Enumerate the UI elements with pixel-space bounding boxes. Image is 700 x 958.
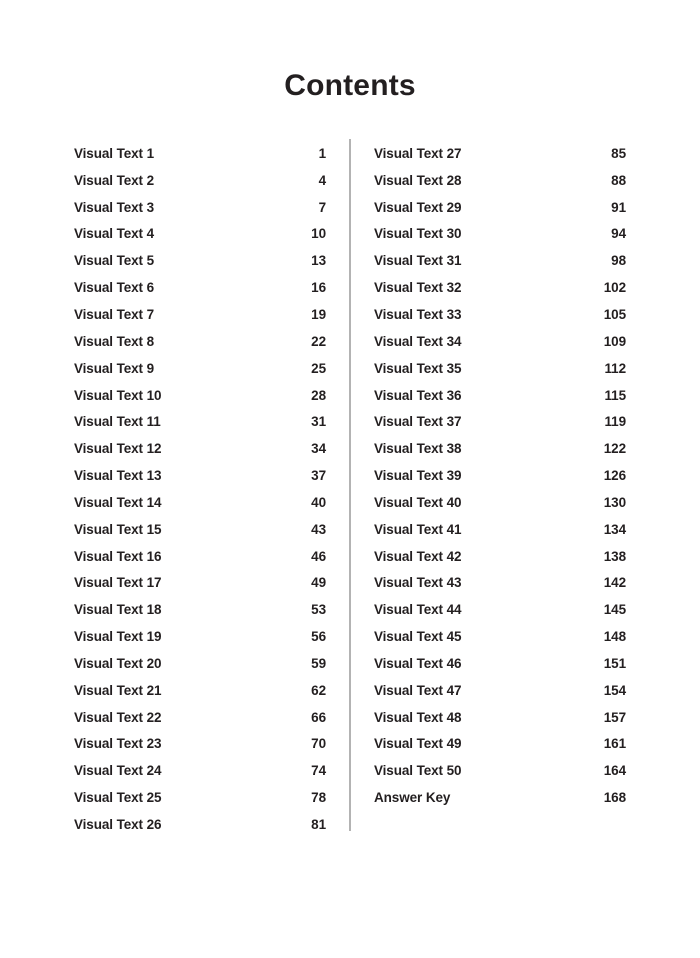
toc-entry-title: Visual Text 39 bbox=[374, 468, 462, 484]
toc-entry-title: Visual Text 44 bbox=[374, 602, 462, 618]
toc-entry-page-number: 102 bbox=[603, 280, 626, 296]
toc-entry-title: Visual Text 2 bbox=[74, 172, 154, 188]
toc-entry-page-number: 151 bbox=[603, 655, 626, 671]
toc-entry-page-number: 25 bbox=[311, 360, 326, 376]
toc-entry-title: Visual Text 42 bbox=[374, 548, 462, 564]
toc-entry-title: Visual Text 19 bbox=[74, 629, 162, 645]
toc-entry-page-number: 161 bbox=[603, 736, 626, 752]
toc-entry[interactable] bbox=[74, 784, 326, 811]
toc-entry-title: Visual Text 23 bbox=[74, 736, 162, 752]
toc-entry-title: Visual Text 21 bbox=[74, 682, 162, 698]
toc-entry-title: Visual Text 1 bbox=[74, 145, 154, 161]
toc-entry-page-number: 53 bbox=[311, 602, 326, 618]
toc-entry[interactable] bbox=[74, 570, 326, 597]
toc-entry-title: Answer Key bbox=[374, 790, 451, 806]
toc-entry-page-number: 34 bbox=[311, 441, 326, 457]
toc-entry[interactable] bbox=[74, 462, 326, 489]
toc-entry-page-number: 1 bbox=[318, 145, 326, 161]
toc-entry-page-number: 88 bbox=[611, 172, 626, 188]
toc-entry-page-number: 19 bbox=[311, 306, 326, 322]
toc-entry-title: Visual Text 32 bbox=[374, 280, 462, 296]
toc-entry[interactable] bbox=[374, 731, 626, 758]
toc-entry[interactable] bbox=[374, 462, 626, 489]
toc-entry[interactable] bbox=[74, 328, 326, 355]
toc-entry-page-number: 62 bbox=[311, 682, 326, 698]
toc-entry-page-number: 112 bbox=[604, 360, 626, 376]
toc-entry[interactable] bbox=[374, 221, 626, 248]
toc-entry-title: Visual Text 41 bbox=[374, 521, 462, 537]
toc-entry-page-number: 70 bbox=[311, 736, 326, 752]
toc-entry[interactable] bbox=[374, 543, 626, 570]
toc-entry-page-number: 49 bbox=[311, 575, 326, 591]
toc-entry-page-number: 31 bbox=[311, 414, 326, 430]
page-title: Contents bbox=[284, 69, 416, 102]
toc-entry-title: Visual Text 35 bbox=[374, 360, 462, 376]
toc-entry-page-number: 126 bbox=[603, 468, 626, 484]
toc-entry-page-number: 122 bbox=[603, 441, 626, 457]
toc-entry[interactable] bbox=[74, 516, 326, 543]
toc-entry[interactable] bbox=[374, 382, 626, 409]
toc-entry[interactable] bbox=[74, 650, 326, 677]
toc-entry[interactable] bbox=[374, 355, 626, 382]
toc-entry-page-number: 10 bbox=[311, 226, 326, 242]
toc-entry-page-number: 94 bbox=[611, 226, 626, 242]
toc-entry[interactable] bbox=[74, 623, 326, 650]
toc-entry-title: Visual Text 16 bbox=[74, 548, 162, 564]
toc-entry-page-number: 145 bbox=[603, 602, 626, 618]
toc-entry[interactable] bbox=[74, 194, 326, 221]
toc-entry-title: Visual Text 13 bbox=[74, 468, 162, 484]
toc-entry-title: Visual Text 37 bbox=[374, 414, 462, 430]
toc-entry-page-number: 115 bbox=[604, 387, 626, 403]
toc-entry[interactable] bbox=[74, 543, 326, 570]
toc-entry[interactable] bbox=[74, 489, 326, 516]
toc-entry-page-number: 78 bbox=[311, 790, 326, 806]
toc-entry[interactable] bbox=[374, 516, 626, 543]
toc-entry-title: Visual Text 25 bbox=[74, 790, 162, 806]
toc-entry-page-number: 4 bbox=[318, 172, 326, 188]
toc-entry-title: Visual Text 3 bbox=[74, 199, 154, 215]
toc-entry-page-number: 154 bbox=[603, 682, 626, 698]
toc-entry-page-number: 164 bbox=[603, 763, 626, 779]
toc-entry-page-number: 13 bbox=[311, 253, 326, 269]
toc-entry-title: Visual Text 50 bbox=[374, 763, 462, 779]
toc-entry[interactable] bbox=[374, 274, 626, 301]
toc-entry-page-number: 81 bbox=[311, 817, 326, 833]
toc-entry-page-number: 59 bbox=[311, 655, 326, 671]
toc-entry-page-number: 56 bbox=[311, 629, 326, 645]
toc-entry-title: Visual Text 20 bbox=[74, 655, 162, 671]
toc-entry-title: Visual Text 36 bbox=[374, 387, 462, 403]
toc-entry-title: Visual Text 7 bbox=[74, 306, 154, 322]
toc-entry[interactable] bbox=[74, 408, 326, 435]
toc-entry[interactable] bbox=[374, 140, 626, 167]
toc-left-column bbox=[74, 140, 326, 838]
toc-entry[interactable] bbox=[74, 140, 326, 167]
toc-entry-title: Visual Text 49 bbox=[374, 736, 462, 752]
toc-entry-title: Visual Text 28 bbox=[374, 172, 462, 188]
toc-entry-title: Visual Text 48 bbox=[374, 709, 462, 725]
toc-entry-page-number: 40 bbox=[311, 494, 326, 510]
toc-entry-page-number: 22 bbox=[311, 333, 326, 349]
toc-entry-title: Visual Text 12 bbox=[74, 441, 162, 457]
toc-entry-title: Visual Text 34 bbox=[374, 333, 462, 349]
toc-entry[interactable] bbox=[74, 301, 326, 328]
toc-entry-title: Visual Text 8 bbox=[74, 333, 154, 349]
toc-entry[interactable] bbox=[74, 355, 326, 382]
toc-entry-page-number: 142 bbox=[603, 575, 626, 591]
toc-entry[interactable] bbox=[74, 382, 326, 409]
toc-entry-title: Visual Text 6 bbox=[74, 280, 154, 296]
toc-entry-title: Visual Text 40 bbox=[374, 494, 462, 510]
toc-entry[interactable] bbox=[74, 677, 326, 704]
toc-entry-title: Visual Text 31 bbox=[374, 253, 462, 269]
toc-entry-title: Visual Text 33 bbox=[374, 306, 462, 322]
toc-entry[interactable] bbox=[374, 596, 626, 623]
toc-entry[interactable] bbox=[74, 811, 326, 838]
toc-entry-title: Visual Text 11 bbox=[74, 414, 161, 430]
toc-entry-page-number: 43 bbox=[311, 521, 326, 537]
toc-entry-title: Visual Text 9 bbox=[74, 360, 154, 376]
toc-entry[interactable] bbox=[374, 247, 626, 274]
toc-entry[interactable] bbox=[374, 704, 626, 731]
toc-entry-title: Visual Text 10 bbox=[74, 387, 162, 403]
toc-entry[interactable] bbox=[374, 435, 626, 462]
toc-entry-page-number: 109 bbox=[603, 333, 626, 349]
toc-entry[interactable] bbox=[74, 435, 326, 462]
column-divider bbox=[349, 139, 351, 831]
toc-entry-title: Visual Text 29 bbox=[374, 199, 462, 215]
toc-entry-page-number: 85 bbox=[611, 145, 626, 161]
toc-entry-page-number: 28 bbox=[311, 387, 326, 403]
toc-entry-title: Visual Text 22 bbox=[74, 709, 162, 725]
toc-entry-title: Visual Text 27 bbox=[374, 145, 462, 161]
toc-entry-page-number: 119 bbox=[604, 414, 626, 430]
toc-entry[interactable] bbox=[74, 731, 326, 758]
toc-entry-title: Visual Text 43 bbox=[374, 575, 462, 591]
toc-entry-page-number: 37 bbox=[311, 468, 326, 484]
toc-entry-title: Visual Text 5 bbox=[74, 253, 154, 269]
toc-entry-page-number: 138 bbox=[603, 548, 626, 564]
toc-entry-title: Visual Text 26 bbox=[74, 817, 162, 833]
toc-entry[interactable] bbox=[374, 650, 626, 677]
toc-entry-page-number: 74 bbox=[311, 763, 326, 779]
toc-entry-title: Visual Text 17 bbox=[74, 575, 162, 591]
toc-entry-title: Visual Text 30 bbox=[374, 226, 462, 242]
toc-entry[interactable] bbox=[74, 704, 326, 731]
toc-entry[interactable] bbox=[374, 408, 626, 435]
toc-entry-title: Visual Text 15 bbox=[74, 521, 162, 537]
toc-entry-title: Visual Text 38 bbox=[374, 441, 462, 457]
toc-entry-title: Visual Text 45 bbox=[374, 629, 462, 645]
toc-entry[interactable] bbox=[374, 623, 626, 650]
toc-entry-title: Visual Text 4 bbox=[74, 226, 154, 242]
toc-entry-title: Visual Text 18 bbox=[74, 602, 162, 618]
toc-entry-page-number: 66 bbox=[311, 709, 326, 725]
toc-entry[interactable] bbox=[74, 247, 326, 274]
toc-entry-page-number: 7 bbox=[318, 199, 326, 215]
toc-entry-page-number: 98 bbox=[611, 253, 626, 269]
toc-entry-page-number: 46 bbox=[311, 548, 326, 564]
toc-right-column bbox=[374, 140, 626, 811]
toc-entry-page-number: 130 bbox=[603, 494, 626, 510]
toc-entry[interactable] bbox=[374, 301, 626, 328]
toc-entry-page-number: 148 bbox=[603, 629, 626, 645]
toc-entry[interactable] bbox=[374, 677, 626, 704]
toc-entry-title: Visual Text 46 bbox=[374, 655, 462, 671]
toc-entry-page-number: 134 bbox=[603, 521, 626, 537]
toc-entry-page-number: 16 bbox=[311, 280, 326, 296]
toc-entry-page-number: 157 bbox=[603, 709, 626, 725]
toc-entry[interactable] bbox=[374, 570, 626, 597]
toc-entry[interactable] bbox=[74, 221, 326, 248]
toc-entry-title: Visual Text 24 bbox=[74, 763, 162, 779]
toc-entry[interactable] bbox=[374, 489, 626, 516]
toc-entry[interactable] bbox=[374, 167, 626, 194]
toc-entry[interactable] bbox=[74, 596, 326, 623]
toc-entry-page-number: 91 bbox=[611, 199, 626, 215]
toc-entry-title: Visual Text 14 bbox=[74, 494, 162, 510]
toc-entry-page-number: 168 bbox=[603, 790, 626, 806]
toc-entry[interactable] bbox=[74, 167, 326, 194]
toc-entry[interactable] bbox=[374, 328, 626, 355]
toc-entry[interactable] bbox=[374, 194, 626, 221]
toc-entry[interactable] bbox=[374, 757, 626, 784]
toc-entry-page-number: 105 bbox=[603, 306, 626, 322]
toc-entry[interactable] bbox=[74, 757, 326, 784]
toc-entry[interactable] bbox=[374, 784, 626, 811]
toc-entry-title: Visual Text 47 bbox=[374, 682, 462, 698]
toc-entry[interactable] bbox=[74, 274, 326, 301]
